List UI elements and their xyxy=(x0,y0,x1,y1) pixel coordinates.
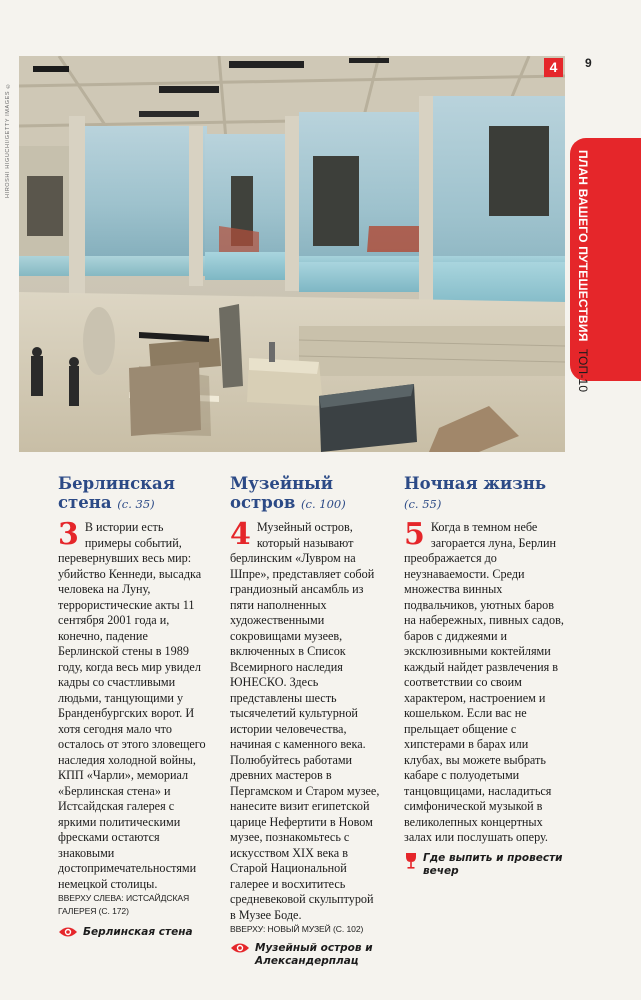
section-title xyxy=(230,474,382,514)
section-body-text: Когда в темном небе загорается луна, Берлин преображается до неузнаваемости. Среди множества винных подвальчиков, уютных баров на набережных, пивных садов, баров с диджеями и эксклюзивными коктейлями каждый найдет развлечения в соответствии со своим характером, настроением и кошельком. Если вас не прельщает общение с хипстерами в барах или клубах, вы можете выбрать кабаре с полуодетыми танцовщицами, насладиться симфонической музыкой в великолепных концертных залах или послушать оперу. xyxy=(404,520,564,844)
wine-glass-icon xyxy=(404,852,418,870)
photo-badge: 4 xyxy=(544,58,563,77)
column-nightlife xyxy=(404,474,564,878)
section-title-text: Берлинская стена xyxy=(58,474,175,512)
eye-icon xyxy=(230,942,250,954)
section-page-ref: (с. 100) xyxy=(301,497,346,511)
side-tab-title: ПЛАН ВАШЕГО ПУТЕШЕСТВИЯ xyxy=(576,150,590,342)
photo-credit: HIROSHI HIGUCHI/GETTY IMAGES © xyxy=(5,82,11,198)
section-page-ref: (с. 35) xyxy=(117,497,155,511)
section-number: 4 xyxy=(230,517,251,552)
section-title-text: Ночная жизнь xyxy=(404,474,547,493)
see-more-link[interactable] xyxy=(230,942,382,968)
side-tab-subtitle: ТОП-10 xyxy=(576,349,590,393)
see-more-link[interactable] xyxy=(58,926,208,939)
section-body xyxy=(58,517,208,918)
section-number: 3 xyxy=(58,517,79,552)
section-body xyxy=(404,517,564,846)
photo-caption: ВВЕРХУ: НОВЫЙ МУЗЕЙ (С. 102) xyxy=(230,924,364,934)
section-title xyxy=(404,474,564,514)
page-number: 9 xyxy=(585,56,592,70)
see-more-label: Берлинская стена xyxy=(83,926,193,938)
see-more-label: Музейный остров и Александерплац xyxy=(255,942,373,967)
see-more-label: Где выпить и провести вечер xyxy=(423,851,563,877)
eye-icon xyxy=(58,926,78,938)
see-more-link[interactable] xyxy=(404,852,564,878)
section-body-text: Музейный остров, который называют берлинским «Лувром на Шпре», представляет собой грандиозный ансамбль из пяти наполненных художественными сокровищами музеев, включенных в Список Всемирного наследия ЮНЕСКО. Здесь представлены шесть тысячелетий культурной истории человечества, начиная с каменного века. Полюбуйтесь работами древних мастеров в Пергамском и Старом музее, нанесите визит египетской царице Нефертити в Новом музее, познакомьтесь с искусством XIX века в Старой Национальной галерее и восхититесь средневековой скульптурой в Музее Боде. xyxy=(230,520,380,922)
column-museum-island xyxy=(230,474,382,968)
museum-interior-illustration xyxy=(19,56,565,452)
section-page-ref: (с. 55) xyxy=(404,497,442,511)
photo-caption: ВВЕРХУ СЛЕВА: ИСТСАЙДСКАЯ ГАЛЕРЕЯ (С. 172) xyxy=(58,893,190,916)
section-body xyxy=(230,517,382,936)
column-berlin-wall xyxy=(58,474,208,939)
section-number: 5 xyxy=(404,517,425,552)
section-body-text: В истории есть примеры событий, перевернувших весь мир: убийство Кеннеди, высадка человека на Луну, террористические акты 11 сентября 2001 года и, конечно, падение Берлинской стены в 1989 году, когда весь мир увидел кадры со счастливыми людьми, танцующими у Бранденбургских ворот. И хотя сегодня мало что осталось от этого зловещего наследия холодной войны, КПП «Чарли», мемориал «Берлинская стена» и Истсайдская галерея с яркими политическими фресками остаются знаковыми достопримечательностями немецкой столицы. xyxy=(58,520,206,891)
side-tab-label xyxy=(570,138,590,420)
museum-photo xyxy=(19,56,565,452)
section-title xyxy=(58,474,208,514)
section-title-text: Музейный остров xyxy=(230,474,333,512)
